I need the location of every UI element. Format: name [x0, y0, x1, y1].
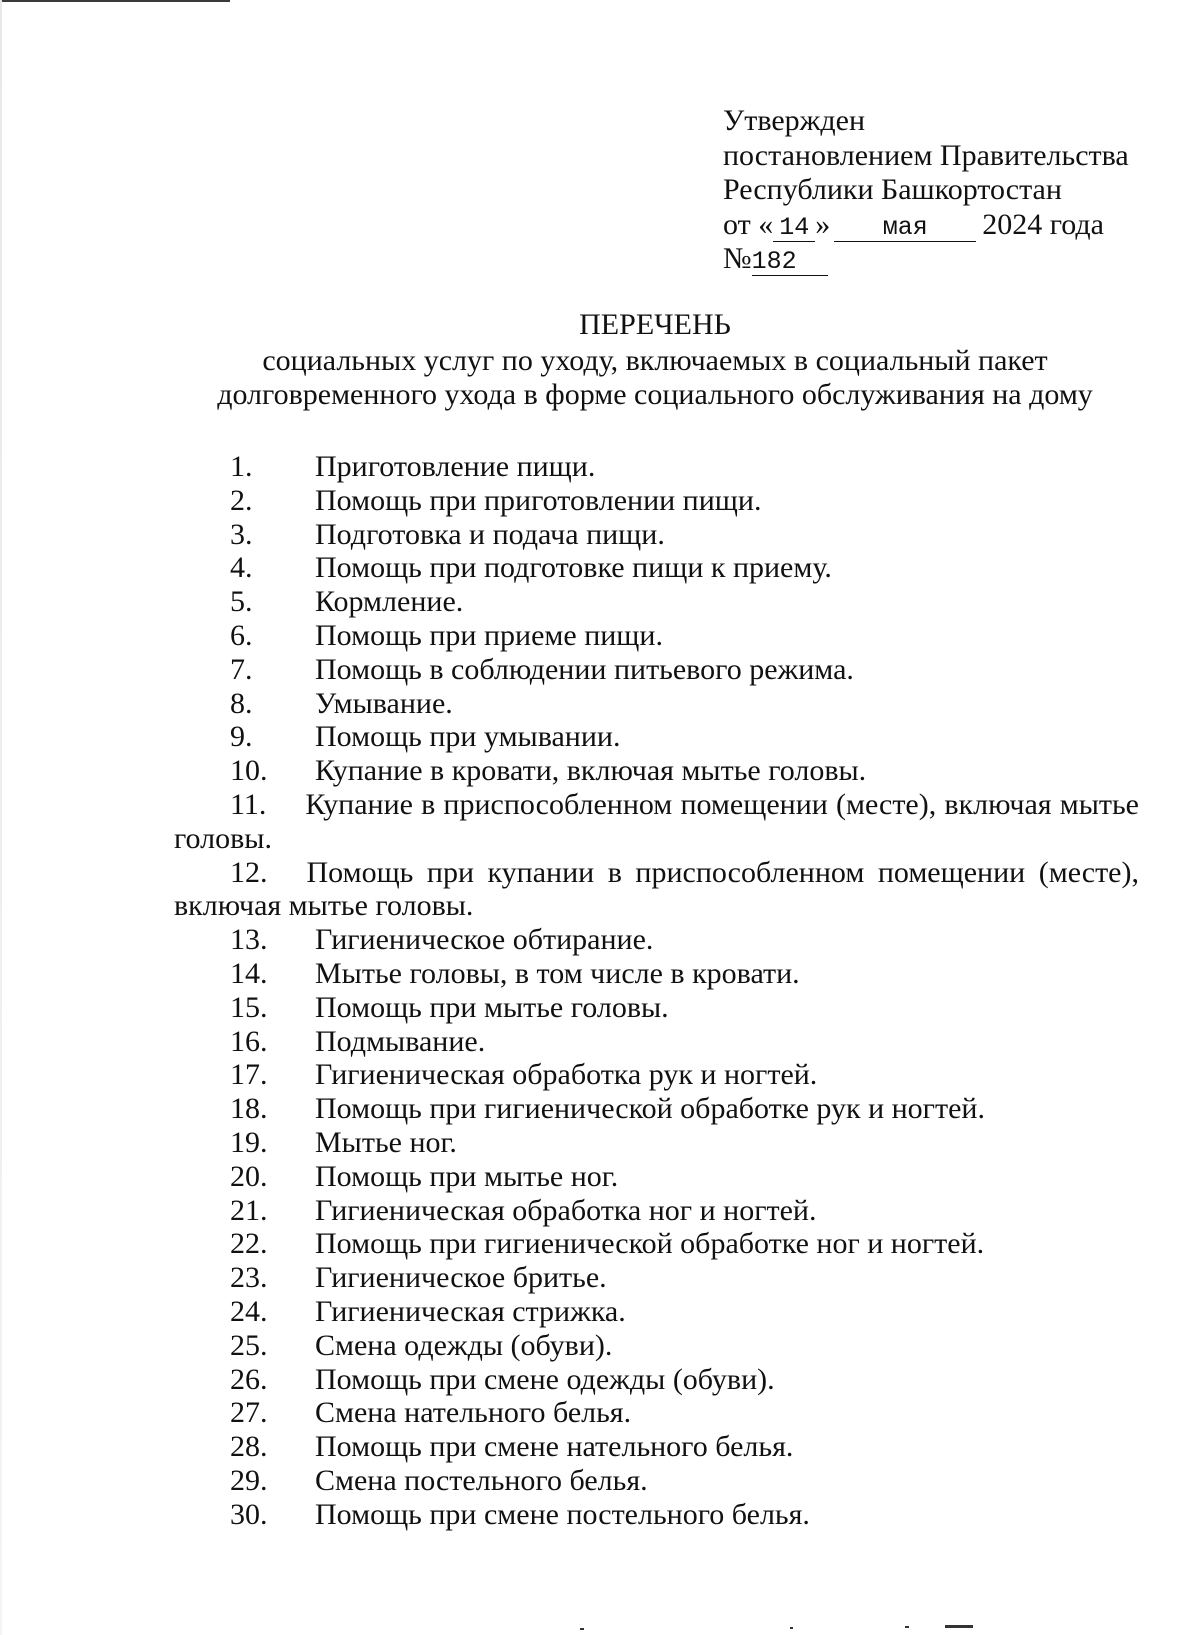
list-item: [174, 1160, 1139, 1194]
list-item-number: 5.: [230, 585, 253, 619]
list-item-text: Помощь при умывании.: [315, 720, 621, 754]
list-item-number: 12.: [230, 855, 268, 889]
list-item: [174, 1363, 1139, 1397]
list-item-text: Гигиеническая обработка рук и ногтей.: [315, 1058, 818, 1092]
list-item: [174, 518, 1139, 552]
list-item: [174, 1227, 1139, 1261]
date-prefix: от «: [723, 207, 774, 241]
list-item-text: Гигиеническое обтирание.: [315, 923, 654, 957]
list-item-number: 1.: [230, 450, 253, 483]
document-number-field: 182: [752, 249, 828, 276]
list-item-text: Гигиеническая стрижка.: [315, 1294, 626, 1328]
list-item-text: Гигиеническая обработка ног и ногтей.: [315, 1193, 817, 1227]
list-item-text: Приготовление пищи.: [315, 450, 596, 483]
list-item-text: Купание в приспособленном помещении (месте), включая мытье головы.: [174, 787, 1139, 855]
list-item-number: 24.: [230, 1294, 268, 1328]
list-item: [174, 653, 1139, 687]
list-item-number: 4.: [230, 551, 253, 585]
list-item: [174, 754, 1139, 788]
list-item-number: 21.: [230, 1193, 268, 1227]
list-item-number: 23.: [230, 1261, 268, 1295]
list-item: [174, 585, 1139, 619]
approval-line-republic: Республики Башкортостан: [723, 173, 1062, 206]
list-item-number: 10.: [230, 754, 268, 788]
list-item-number: 29.: [230, 1463, 268, 1497]
list-item: [174, 1058, 1139, 1092]
list-item: [174, 1498, 1139, 1532]
date-year: 2024 года: [982, 207, 1104, 241]
list-item-number: 26.: [230, 1362, 268, 1396]
list-item: [174, 957, 1139, 991]
list-item: [174, 1126, 1139, 1160]
list-item-text: Помощь при гигиенической обработке рук и ногтей.: [315, 1092, 985, 1126]
list-item: [174, 484, 1139, 518]
scan-border-left: [0, 0, 2, 1635]
list-item-number: 2.: [230, 483, 253, 517]
list-item: [174, 551, 1139, 585]
list-item-text: Смена нательного белья.: [315, 1396, 632, 1430]
list-item: [174, 788, 1139, 856]
date-day-field: 14: [773, 215, 815, 242]
subtitle-line-1: социальных услуг по уходу, включаемых в социальный пакет: [262, 344, 1048, 377]
list-item-text: Кормление.: [315, 585, 464, 619]
list-item-text: Мытье головы, в том числе в кровати.: [315, 956, 800, 990]
list-item-text: Помощь при мытье ног.: [315, 1159, 619, 1193]
list-item-text: Смена постельного белья.: [315, 1463, 648, 1497]
date-mid: »: [815, 207, 831, 241]
list-item-text: Умывание.: [315, 686, 453, 720]
list-item-text: Смена одежды (обуви).: [315, 1328, 613, 1362]
list-item-text: Помощь при смене одежды (обуви).: [315, 1362, 775, 1396]
list-item: [174, 991, 1139, 1025]
list-item-number: 11.: [230, 787, 267, 821]
list-item-number: 7.: [230, 652, 253, 686]
document-subtitle: [0, 344, 1200, 412]
list-item-number: 28.: [230, 1430, 268, 1464]
list-item: [174, 450, 1139, 484]
list-item-number: 6.: [230, 618, 253, 652]
list-item: [174, 1261, 1139, 1295]
list-item-text: Помощь в соблюдении питьевого режима.: [315, 652, 854, 686]
list-item-number: 19.: [230, 1125, 268, 1159]
list-item: [174, 1092, 1139, 1126]
list-item-text: Подготовка и подача пищи.: [315, 517, 665, 551]
list-item: [174, 720, 1139, 754]
list-item-number: 16.: [230, 1024, 268, 1058]
approval-stamp-block: [723, 104, 1129, 277]
list-item: [174, 687, 1139, 721]
services-list: [174, 450, 1139, 1532]
list-item-number: 22.: [230, 1227, 268, 1261]
list-item: [174, 1025, 1139, 1059]
list-item: [174, 1464, 1139, 1498]
list-item-text: Купание в кровати, включая мытье головы.: [315, 754, 867, 788]
list-item-number: 25.: [230, 1328, 268, 1362]
document-title: ПЕРЕЧЕНЬ: [579, 308, 731, 341]
list-item-number: 30.: [230, 1497, 268, 1531]
list-item-number: 3.: [230, 517, 253, 551]
date-month-field: мая: [834, 215, 976, 242]
list-item: [174, 1396, 1139, 1430]
list-item-number: 20.: [230, 1159, 268, 1193]
list-item-text: Помощь при купании в приспособленном помещении (месте), включая мытье головы.: [174, 855, 1139, 923]
list-item-text: Помощь при мытье головы.: [315, 990, 669, 1024]
list-item-text: Гигиеническое бритье.: [315, 1261, 607, 1295]
list-item-number: 8.: [230, 686, 253, 720]
list-item-number: 17.: [230, 1058, 268, 1092]
approval-line-resolution: постановлением Правительства: [723, 138, 1129, 172]
approval-date-line: [723, 208, 1129, 243]
list-item-number: 14.: [230, 956, 268, 990]
list-item-text: Помощь при приготовлении пищи.: [315, 483, 762, 517]
list-item: [174, 923, 1139, 957]
list-item-text: Помощь при приеме пищи.: [315, 618, 663, 652]
list-item-number: 13.: [230, 923, 268, 957]
list-item-text: Помощь при гигиенической обработке ног и ногтей.: [315, 1227, 985, 1261]
list-item-text: Помощь при смене нательного белья.: [315, 1430, 794, 1464]
list-item-number: 27.: [230, 1396, 268, 1430]
subtitle-line-2: долговременного ухода в форме социального обслуживания на дому: [217, 378, 1093, 411]
list-item-text: Подмывание.: [315, 1024, 486, 1058]
approval-line-approved: Утвержден: [723, 104, 866, 137]
number-prefix: №: [723, 242, 752, 275]
list-item: [174, 1295, 1139, 1329]
list-item: [174, 1194, 1139, 1228]
list-item: [174, 1430, 1139, 1464]
scan-border-top: [0, 0, 230, 2]
list-item-text: Помощь при подготовке пищи к приему.: [315, 551, 832, 585]
list-item: [174, 856, 1139, 924]
list-item-number: 15.: [230, 990, 268, 1024]
list-item-number: 18.: [230, 1092, 268, 1126]
approval-number-line: [723, 242, 1129, 277]
list-item-text: Мытье ног.: [315, 1125, 457, 1159]
list-item-text: Помощь при смене постельного белья.: [315, 1497, 810, 1531]
list-item-number: 9.: [230, 720, 253, 754]
list-item: [174, 1329, 1139, 1363]
list-item: [174, 619, 1139, 653]
